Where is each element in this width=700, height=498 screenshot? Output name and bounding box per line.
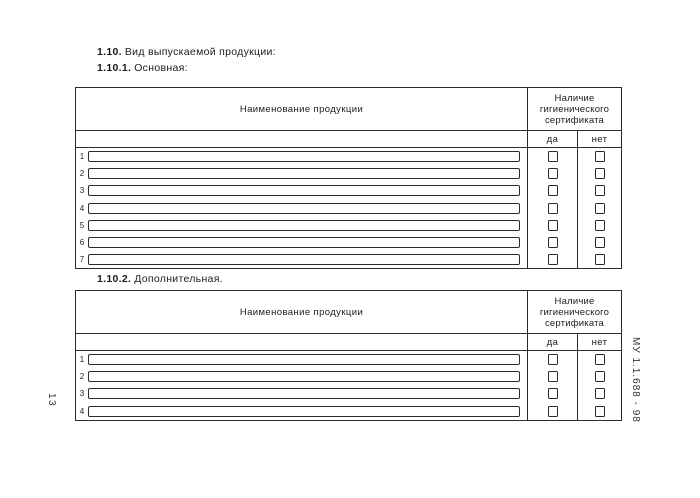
cert-no-checkbox[interactable]: [595, 371, 605, 382]
cert-yes-checkbox[interactable]: [548, 406, 558, 417]
product-name-field[interactable]: [88, 168, 520, 179]
no-cell: [578, 200, 621, 217]
cert-no-checkbox[interactable]: [595, 220, 605, 231]
cert-no-checkbox[interactable]: [595, 168, 605, 179]
row-number: 6: [79, 238, 85, 248]
column-header-certificate: Наличие гигиенического сертификата: [528, 88, 621, 131]
no-cell: [578, 234, 621, 251]
product-name-field[interactable]: [88, 151, 520, 162]
row-number: 2: [79, 169, 85, 179]
row-number: 3: [79, 389, 85, 399]
document-code: МУ 1.1.688 - 98: [630, 337, 641, 423]
no-cell: [578, 368, 621, 385]
yes-cell: [528, 351, 578, 368]
product-name-field[interactable]: [88, 388, 520, 399]
section-label: Вид выпускаемой продукции:: [124, 46, 276, 58]
row-number: 1: [79, 355, 85, 365]
column-header-no: нет: [578, 334, 621, 351]
product-name-field[interactable]: [88, 185, 520, 196]
yes-cell: [528, 217, 578, 234]
column-header-product-name: Наименование продукции: [76, 88, 528, 131]
yes-cell: [528, 182, 578, 199]
cert-yes-checkbox[interactable]: [548, 354, 558, 365]
yes-cell: [528, 234, 578, 251]
no-cell: [578, 148, 621, 165]
table-row: [76, 217, 528, 234]
product-name-field[interactable]: [88, 220, 520, 231]
table-row: [76, 165, 528, 182]
section-number: 1.10.1.: [97, 62, 132, 74]
product-name-field[interactable]: [88, 371, 520, 382]
cert-no-checkbox[interactable]: [595, 185, 605, 196]
row-number: 4: [79, 406, 85, 416]
cert-yes-checkbox[interactable]: [548, 151, 558, 162]
section-heading-1-10-2: [97, 273, 223, 285]
table-row: [76, 148, 528, 165]
cert-no-checkbox[interactable]: [595, 388, 605, 399]
cert-no-checkbox[interactable]: [595, 354, 605, 365]
no-cell: [578, 403, 621, 420]
no-cell: [578, 182, 621, 199]
cert-no-checkbox[interactable]: [595, 406, 605, 417]
main-products-table: [75, 87, 622, 269]
cert-no-checkbox[interactable]: [595, 237, 605, 248]
cert-no-checkbox[interactable]: [595, 254, 605, 265]
table-row: [76, 403, 528, 420]
no-cell: [578, 351, 621, 368]
yes-cell: [528, 403, 578, 420]
row-number: 3: [79, 186, 85, 196]
no-cell: [578, 385, 621, 402]
section-heading-1-10: [97, 46, 276, 58]
table-row: [76, 234, 528, 251]
yes-cell: [528, 148, 578, 165]
cert-yes-checkbox[interactable]: [548, 168, 558, 179]
yes-cell: [528, 165, 578, 182]
yes-cell: [528, 200, 578, 217]
header-spacer-cell: [76, 334, 528, 351]
column-header-certificate: Наличие гигиенического сертификата: [528, 291, 621, 334]
table-row: [76, 200, 528, 217]
additional-products-table: [75, 290, 622, 421]
section-number: 1.10.: [97, 46, 122, 58]
product-name-field[interactable]: [88, 237, 520, 248]
table-row: [76, 251, 528, 268]
table-row: [76, 368, 528, 385]
column-header-yes: да: [528, 334, 578, 351]
column-header-product-name: Наименование продукции: [76, 291, 528, 334]
product-name-field[interactable]: [88, 354, 520, 365]
yes-cell: [528, 251, 578, 268]
column-header-no: нет: [578, 131, 621, 148]
cert-yes-checkbox[interactable]: [548, 220, 558, 231]
row-number: 7: [79, 255, 85, 265]
row-number: 2: [79, 372, 85, 382]
no-cell: [578, 251, 621, 268]
table-row: [76, 351, 528, 368]
cert-yes-checkbox[interactable]: [548, 371, 558, 382]
section-heading-1-10-1: [97, 62, 188, 74]
row-number: 5: [79, 220, 85, 230]
cert-yes-checkbox[interactable]: [548, 203, 558, 214]
product-name-field[interactable]: [88, 203, 520, 214]
no-cell: [578, 217, 621, 234]
cert-yes-checkbox[interactable]: [548, 237, 558, 248]
yes-cell: [528, 385, 578, 402]
cert-yes-checkbox[interactable]: [548, 388, 558, 399]
table-row: [76, 182, 528, 199]
section-number: 1.10.2.: [97, 273, 132, 285]
section-label: Дополнительная.: [134, 273, 223, 285]
no-cell: [578, 165, 621, 182]
product-name-field[interactable]: [88, 406, 520, 417]
cert-yes-checkbox[interactable]: [548, 185, 558, 196]
cert-no-checkbox[interactable]: [595, 203, 605, 214]
product-name-field[interactable]: [88, 254, 520, 265]
column-header-yes: да: [528, 131, 578, 148]
cert-yes-checkbox[interactable]: [548, 254, 558, 265]
row-number: 1: [79, 152, 85, 162]
cert-no-checkbox[interactable]: [595, 151, 605, 162]
yes-cell: [528, 368, 578, 385]
page-number: 13: [46, 393, 57, 408]
row-number: 4: [79, 203, 85, 213]
table-row: [76, 385, 528, 402]
section-label: Основная:: [134, 62, 188, 74]
header-spacer-cell: [76, 131, 528, 148]
